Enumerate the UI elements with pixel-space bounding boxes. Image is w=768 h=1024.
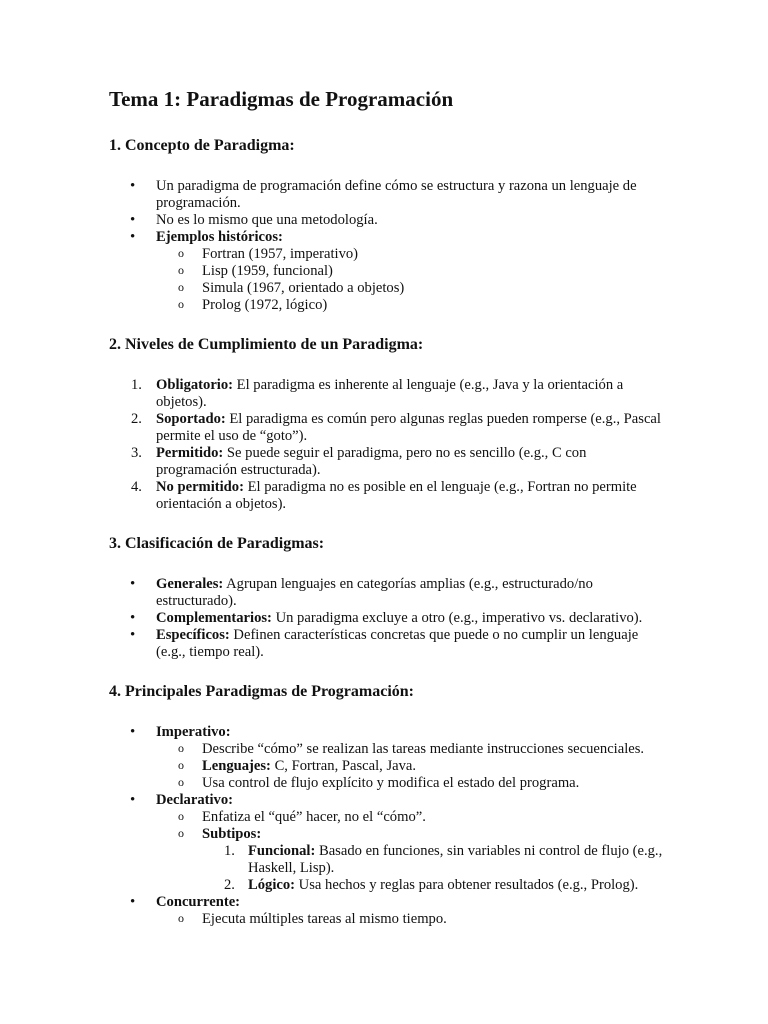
declarativo-sublist: [156, 809, 669, 894]
item-number: 4.: [131, 479, 142, 495]
item-label: Ejemplos históricos:: [156, 229, 283, 245]
section-heading-clasificacion: 3. Clasificación de Paradigmas:: [109, 535, 325, 552]
item-text: C, Fortran, Pascal, Java.: [270, 758, 417, 774]
item-text: Basado en funciones, sin variables ni control de flujo (e.g., Haskell, Lisp).: [248, 843, 663, 876]
item-number: 2.: [224, 877, 235, 893]
item-text: Enfatiza el “qué” hacer, no el “cómo”.: [202, 809, 426, 825]
concurrente-sublist: [156, 911, 669, 928]
list-item: [109, 229, 669, 314]
document-title: Tema 1: Paradigmas de Programación: [109, 87, 454, 111]
item-label: Permitido:: [156, 445, 224, 461]
list-item: [109, 212, 669, 229]
item-text: Un paradigma de programación define cómo se estructura y razona un lenguaje de programación.: [156, 178, 637, 211]
list-item: [156, 826, 669, 894]
list-item: [109, 792, 669, 894]
item-label: Específicos:: [156, 627, 230, 643]
item-label: Declarativo:: [156, 792, 233, 808]
section-heading-principales: 4. Principales Paradigmas de Programación:: [109, 683, 414, 700]
list-item: o Fortran (1957, imperativo): [156, 246, 669, 263]
list-item: [109, 576, 669, 610]
examples-list: [156, 246, 669, 314]
item-text: Definen características concretas que puede o no cumplir un lenguaje (e.g., tiempo real).: [156, 627, 639, 660]
section-heading-niveles: 2. Niveles de Cumplimiento de un Paradigma:: [109, 336, 424, 353]
item-number: 1.: [224, 843, 235, 859]
list-item: o Ejecuta múltiples tareas al mismo tiempo.: [156, 911, 669, 928]
item-label: Imperativo:: [156, 724, 231, 740]
list-item: [109, 894, 669, 928]
section-heading-concepto: 1. Concepto de Paradigma:: [109, 137, 295, 154]
list-item: [156, 775, 669, 792]
item-text: Describe “cómo” se realizan las tareas mediante instrucciones secuenciales.: [202, 741, 645, 757]
list-item: [202, 843, 669, 877]
list-item: [156, 809, 669, 826]
item-text: Usa hechos y reglas para obtener resultados (e.g., Prolog).: [295, 877, 639, 893]
list-item: [156, 741, 669, 758]
item-label: Subtipos:: [202, 826, 262, 842]
item-text: Usa control de flujo explícito y modifica el estado del programa.: [202, 775, 580, 791]
list-item: [109, 377, 669, 411]
item-label: Lógico:: [248, 877, 296, 893]
list-item: [109, 411, 669, 445]
item-text: Se puede seguir el paradigma, pero no es sencillo (e.g., C con programación estructurada).: [156, 445, 587, 478]
item-text: El paradigma no es posible en el lenguaje (e.g., Fortran no permite orientación a objetos).: [156, 479, 637, 512]
item-text: El paradigma es común pero algunas reglas pueden romperse (e.g., Pascal permite el uso de “goto”).: [156, 411, 661, 444]
item-text: Un paradigma excluye a otro (e.g., imperativo vs. declarativo).: [271, 610, 643, 626]
principales-list: [109, 724, 669, 928]
item-text: Agrupan lenguajes en categorías amplias (e.g., estructurado/no estructurado).: [156, 576, 593, 609]
item-label: Lenguajes:: [202, 758, 271, 774]
list-item: o Prolog (1972, lógico): [156, 297, 669, 314]
item-text: El paradigma es inherente al lenguaje (e.g., Java y la orientación a objetos).: [156, 377, 624, 410]
list-item: [109, 479, 669, 513]
concepto-list: [109, 178, 669, 314]
imperativo-sublist: [156, 741, 669, 792]
list-item: [156, 758, 669, 775]
niveles-list: [109, 377, 669, 513]
list-item: [109, 445, 669, 479]
list-item: [109, 178, 669, 212]
list-item: [202, 877, 669, 894]
list-item: o Lisp (1959, funcional): [156, 263, 669, 280]
list-item: [109, 724, 669, 792]
clasificacion-list: [109, 576, 669, 661]
list-item: [109, 610, 669, 627]
item-number: 2.: [131, 411, 142, 427]
item-label: Concurrente:: [156, 894, 241, 910]
item-label: Obligatorio:: [156, 377, 234, 393]
item-number: 1.: [131, 377, 142, 393]
item-label: Soportado:: [156, 411, 226, 427]
item-label: Generales:: [156, 576, 224, 592]
item-label: No permitido:: [156, 479, 244, 495]
list-item: o Simula (1967, orientado a objetos): [156, 280, 669, 297]
list-item: [109, 627, 669, 661]
item-label: Funcional:: [248, 843, 316, 859]
subtipos-list: [202, 843, 669, 894]
item-label: Complementarios:: [156, 610, 272, 626]
item-text: No es lo mismo que una metodología.: [156, 212, 378, 228]
item-number: 3.: [131, 445, 142, 461]
